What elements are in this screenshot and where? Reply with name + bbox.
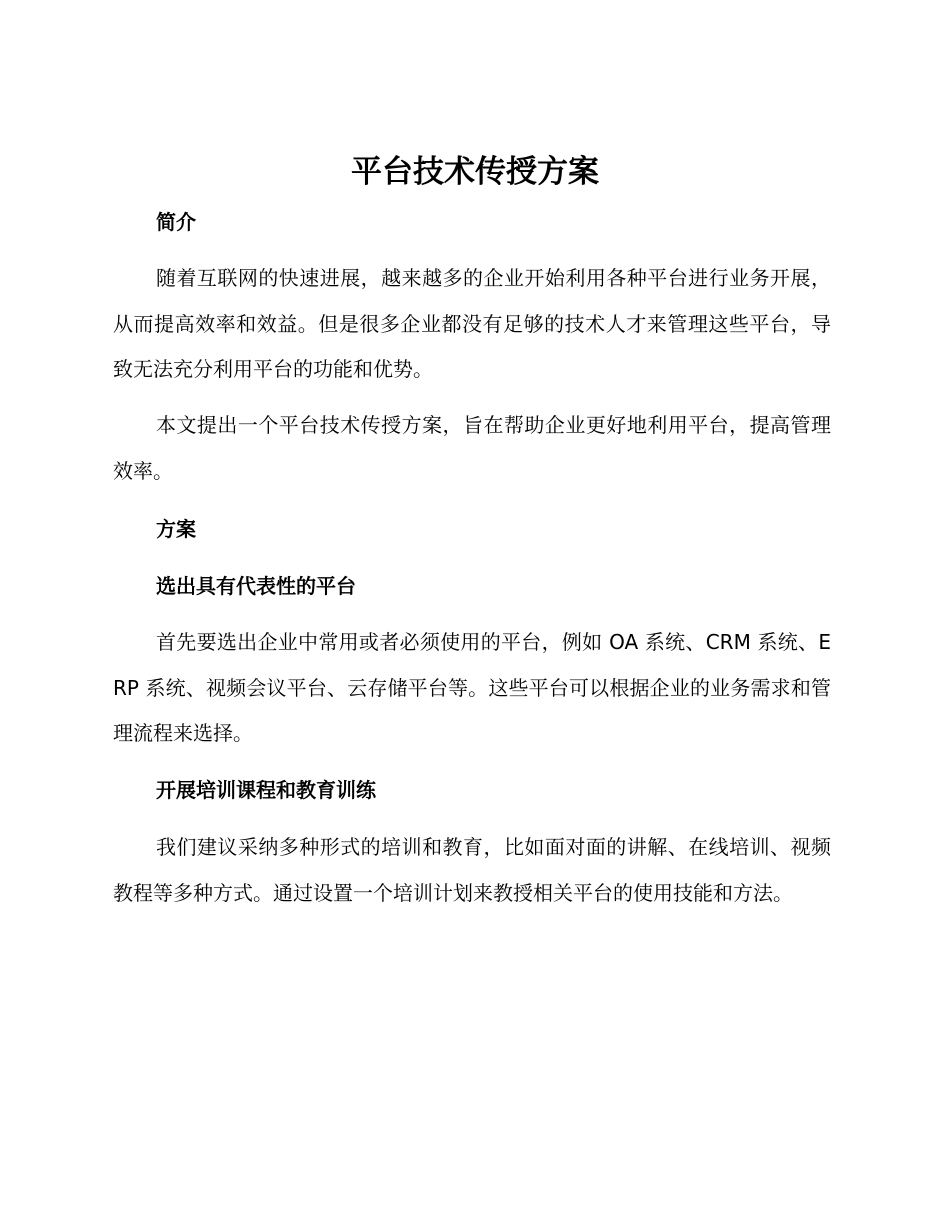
plan-heading: 方案 [156,517,196,541]
intro-heading: 简介 [156,210,196,234]
section-heading-training: 开展培训课程和教育训练 [156,778,376,802]
section-paragraph-platform-selection: 首先要选出企业中常用或者必须使用的平台，例如 OA 系统、CRM 系统、ERP 系统、视频会议平台、云存储平台等。这些平台可以根据企业的业务需求和管理流程来选择。 [113,630,831,745]
section-paragraph-training: 我们建议采纳多种形式的培训和教育，比如面对面的讲解、在线培训、视频教程等多种方式。通过设置一个培训计划来教授相关平台的使用技能和方法。 [113,835,831,905]
document-title: 平台技术传授方案 [351,154,599,190]
section-heading-platform-selection: 选出具有代表性的平台 [156,574,356,598]
intro-paragraph-2: 本文提出一个平台技术传授方案，旨在帮助企业更好地利用平台，提高管理效率。 [113,413,831,483]
intro-paragraph-1: 随着互联网的快速进展，越来越多的企业开始利用各种平台进行业务开展，从而提高效率和效益。但是很多企业都没有足够的技术人才来管理这些平台，导致无法充分利用平台的功能和优势。 [113,266,831,381]
